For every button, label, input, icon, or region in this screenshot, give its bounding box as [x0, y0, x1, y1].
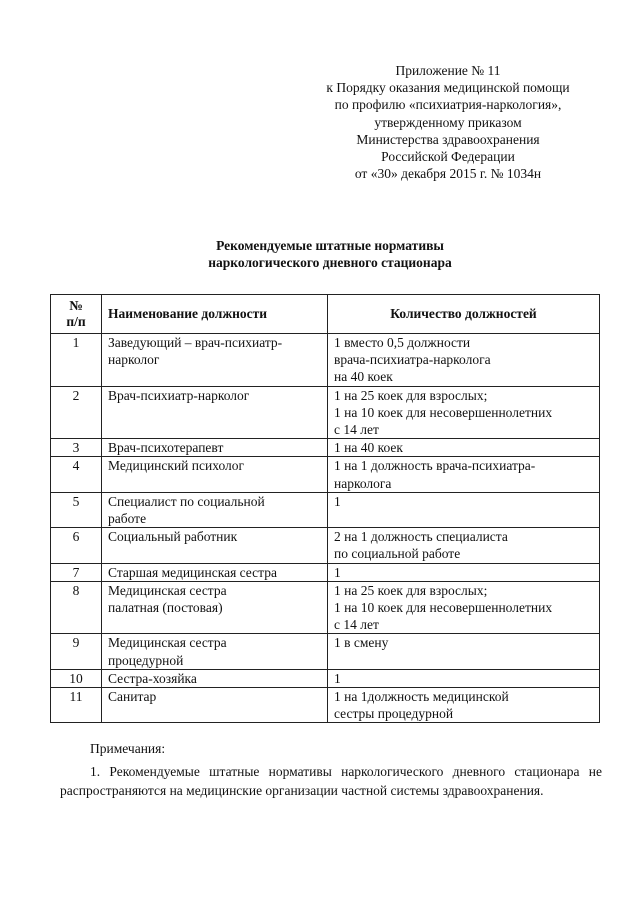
row-position-count: 2 на 1 должность специалиста по социальной работе — [328, 528, 600, 563]
row-number: 7 — [51, 563, 102, 581]
note-item: 1. Рекомендуемые штатные нормативы наркологического дневного стационара не распространяются на медицинские организации частной системы здравоохранения. — [60, 764, 602, 798]
row-position-count: 1 на 1должность медицинской сестры процедурной — [328, 688, 600, 723]
row-position-name: Сестра-хозяйка — [102, 669, 328, 687]
table-row — [51, 334, 600, 387]
row-position-name: Старшая медицинская сестра — [102, 563, 328, 581]
row-position-count: 1 на 25 коек для взрослых; 1 на 10 коек для несовершеннолетних с 14 лет — [328, 581, 600, 634]
table-header-row — [51, 295, 600, 334]
appendix-line: Приложение № 11 — [395, 63, 501, 78]
row-position-name: Врач-психотерапевт — [102, 439, 328, 457]
table-row — [51, 563, 600, 581]
appendix-line: к Порядку оказания медицинской помощи — [326, 80, 570, 96]
row-position-count: 1 — [328, 563, 600, 581]
row-position-count: 1 вместо 0,5 должности врача-психиатра-нарколога на 40 коек — [328, 334, 600, 387]
row-position-name: Специалист по социальной работе — [102, 492, 328, 527]
row-number: 10 — [51, 669, 102, 687]
row-number: 1 — [51, 334, 102, 387]
appendix-header — [298, 62, 598, 182]
table-row — [51, 492, 600, 527]
table-row — [51, 439, 600, 457]
table-row — [51, 634, 600, 669]
row-position-name: Врач-психиатр-нарколог — [102, 386, 328, 439]
header-position-count: Количество должностей — [328, 295, 600, 334]
row-position-name: Заведующий – врач-психиатр- нарколог — [102, 334, 328, 387]
row-position-name: Медицинская сестра процедурной — [102, 634, 328, 669]
table-row — [51, 669, 600, 687]
table-row — [51, 457, 600, 492]
notes-heading: Примечания: — [90, 741, 166, 756]
table-row — [51, 688, 600, 723]
row-position-name: Санитар — [102, 688, 328, 723]
document-title — [60, 237, 600, 271]
table-row — [51, 581, 600, 634]
row-position-count: 1 на 40 коек — [328, 439, 600, 457]
row-position-name: Медицинская сестра палатная (постовая) — [102, 581, 328, 634]
row-number: 5 — [51, 492, 102, 527]
appendix-line: утвержденному приказом — [374, 114, 522, 130]
row-number: 8 — [51, 581, 102, 634]
appendix-line: Министерства здравоохранения — [356, 131, 540, 147]
appendix-line: Российской Федерации — [381, 149, 515, 165]
title-line-2: наркологического дневного стационара — [208, 255, 452, 270]
row-position-name: Медицинский психолог — [102, 457, 328, 492]
staffing-table — [50, 294, 600, 723]
row-position-count: 1 — [328, 669, 600, 687]
table-row — [51, 386, 600, 439]
row-number: 9 — [51, 634, 102, 669]
row-number: 2 — [51, 386, 102, 439]
row-position-count: 1 на 1 должность врача-психиатра- нарколога — [328, 457, 600, 492]
header-number: № п/п — [51, 295, 102, 334]
appendix-line: по профилю «психиатрия-наркология», — [334, 97, 562, 113]
row-number: 3 — [51, 439, 102, 457]
table-row — [51, 528, 600, 563]
header-position-name: Наименование должности — [102, 295, 328, 334]
row-position-count: 1 в смену — [328, 634, 600, 669]
appendix-line: от «30» декабря 2015 г. № 1034н — [354, 166, 542, 182]
row-number: 6 — [51, 528, 102, 563]
row-number: 11 — [51, 688, 102, 723]
title-line-1: Рекомендуемые штатные нормативы — [216, 238, 444, 253]
row-position-name: Социальный работник — [102, 528, 328, 563]
row-position-count: 1 — [328, 492, 600, 527]
row-number: 4 — [51, 457, 102, 492]
row-position-count: 1 на 25 коек для взрослых; 1 на 10 коек для несовершеннолетних с 14 лет — [328, 386, 600, 439]
